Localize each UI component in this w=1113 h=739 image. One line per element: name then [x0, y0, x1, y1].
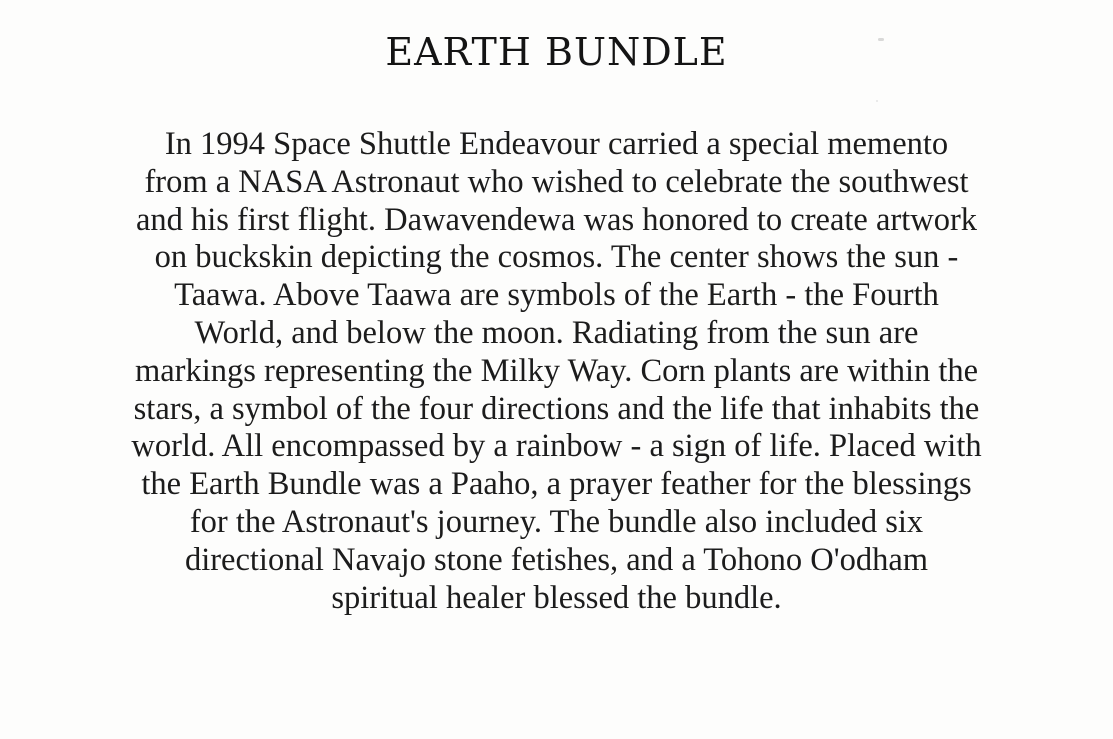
body-line: stars, a symbol of the four directions and the life that inhabits the [133, 390, 980, 427]
body-line: from a NASA Astronaut who wished to celebrate the southwest [144, 163, 969, 200]
body-paragraph [40, 126, 1073, 617]
scan-speck [878, 38, 884, 41]
body-line: Taawa. Above Taawa are symbols of the Earth - the Fourth [174, 277, 939, 314]
body-line: world. All encompassed by a rainbow - a sign of life. Placed with [131, 428, 982, 465]
body-line: on buckskin depicting the cosmos. The center shows the sun - [154, 239, 959, 276]
body-line: directional Navajo stone fetishes, and a Tohono O'odham [184, 541, 929, 578]
body-line: the Earth Bundle was a Paaho, a prayer feather for the blessings [141, 466, 972, 503]
body-line: for the Astronaut's journey. The bundle also included six [189, 503, 924, 540]
body-line: In 1994 Space Shuttle Endeavour carried a special memento [164, 126, 949, 162]
body-line: World, and below the moon. Radiating from the sun are [194, 314, 919, 351]
body-line: and his first flight. Dawavendewa was honored to create artwork [135, 201, 978, 238]
scan-speck [876, 100, 878, 102]
page-title: EARTH BUNDLE [385, 30, 728, 74]
body-line: spiritual healer blessed the bundle. [331, 579, 782, 616]
body-line: markings representing the Milky Way. Corn plants are within the [134, 352, 979, 389]
